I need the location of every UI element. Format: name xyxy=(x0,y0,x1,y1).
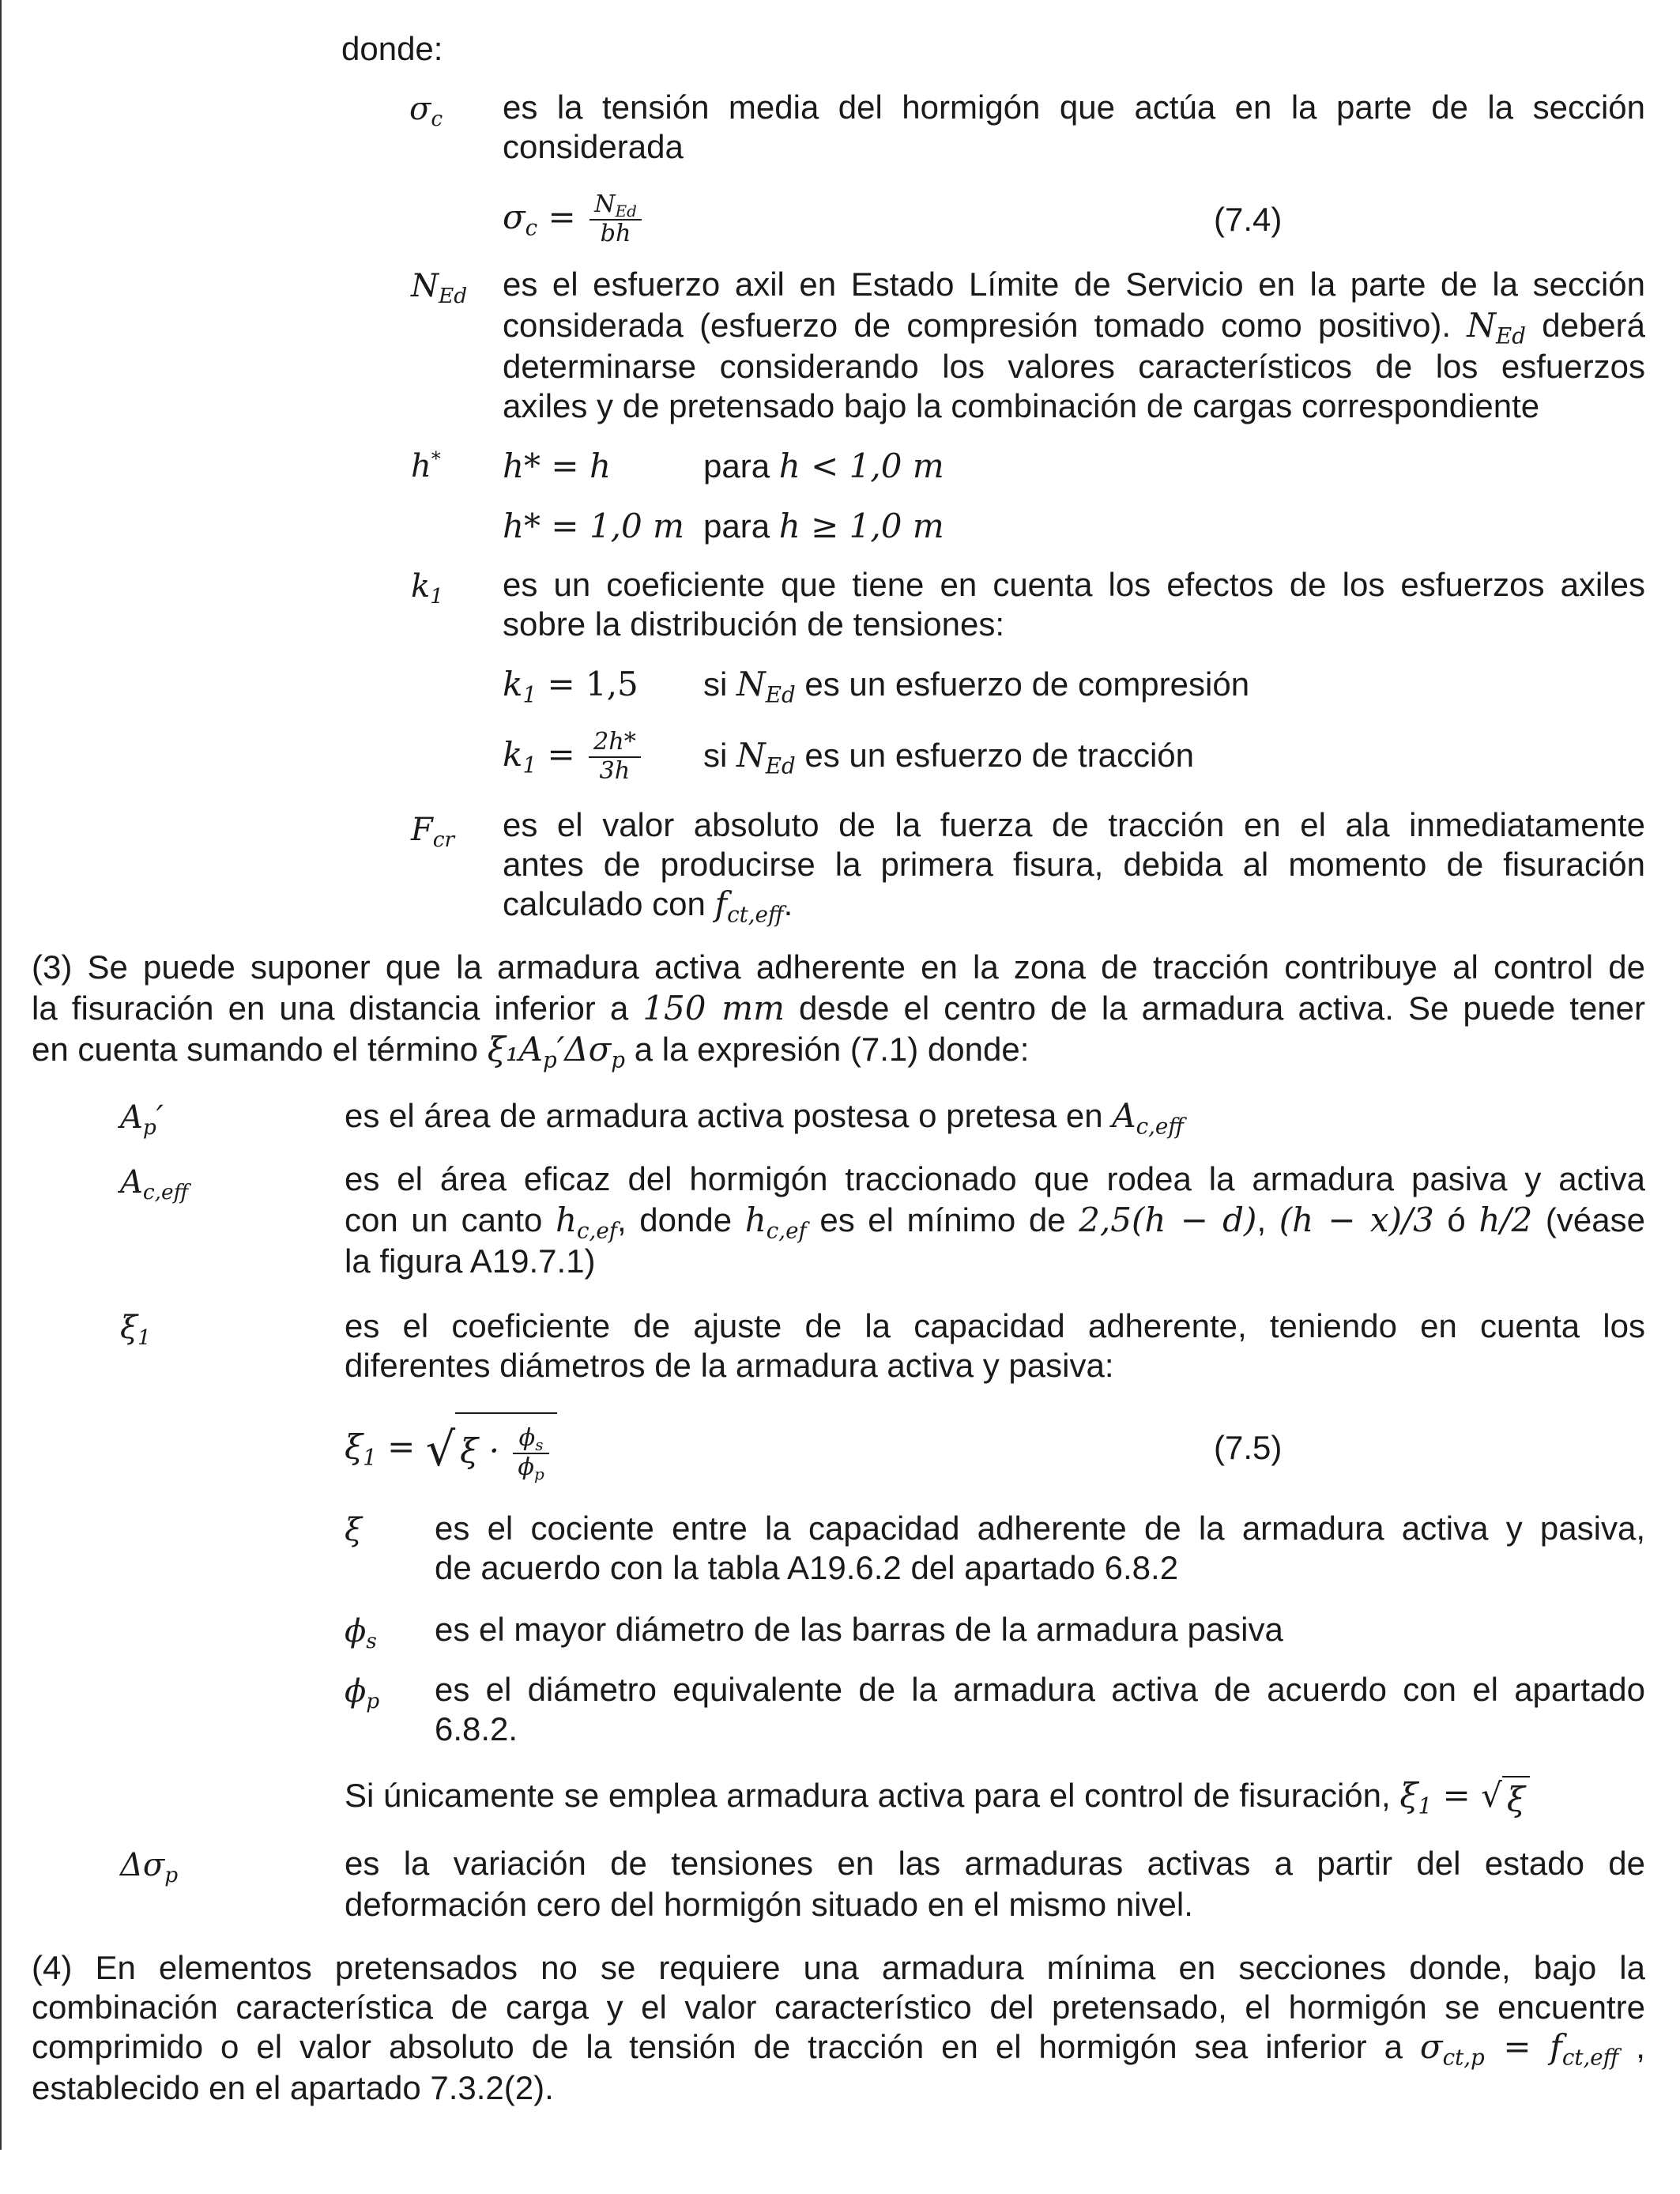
xi-desc-line2: de acuerdo con la tabla A19.6.2 del apartado 6.8.2 xyxy=(435,1549,1179,1586)
k1-desc-line2: sobre la distribución de tensiones: xyxy=(503,605,1005,643)
a-p-desc: es el área de armadura activa postesa o pretesa en $A_{c,eff}$ xyxy=(345,1096,1184,1140)
sigma-c-desc-line1: es la tensión media del hormigón que actúa en la parte de la sección xyxy=(503,89,1645,126)
xi-desc-line1: es el cociente entre la capacidad adherente de la armadura activa y pasiva, xyxy=(435,1510,1645,1547)
delta-sigma-p-symbol: $\Delta\sigma_p$ xyxy=(120,1847,179,1887)
n-ed-desc-line2: considerada (esfuerzo de compresión tomado como positivo). $N_{Ed}$ deberá xyxy=(503,306,1646,349)
equation-7-5: $\xi_1$ = √ ξ · $\frac{\phi_s}{\phi_p}$ xyxy=(345,1412,557,1487)
f-cr-desc-line2: antes de producirse la primera fisura, debida al momento de fisuración xyxy=(503,846,1645,883)
a-c-eff-desc-line1: es el área eficaz del hormigón traccionado que rodea la armadura pasiva y activa xyxy=(345,1160,1645,1197)
f-cr-symbol: $F_{cr}$ xyxy=(411,812,455,852)
xi-symbol: ξ xyxy=(345,1512,363,1548)
h-star-cond-2: para h ≥ 1,0 m xyxy=(703,507,944,545)
delta-sigma-p-desc-line1: es la variación de tensiones en las armaduras activas a partir del estado de xyxy=(345,1845,1645,1882)
xi1-desc-line2: diferentes diámetros de la armadura activa y pasiva: xyxy=(345,1347,1114,1384)
f-cr-desc-line1: es el valor absoluto de la fuerza de tracción en el ala inmediatamente xyxy=(503,806,1645,843)
n-ed-desc-line3: determinarse considerando los valores característicos de los esfuerzos xyxy=(503,348,1645,385)
k1-cond-1: si $N_{Ed}$ es un esfuerzo de compresión xyxy=(703,665,1250,708)
para4-line1: (4) En elementos pretensados no se requiere una armadura mínima en secciones donde, bajo la xyxy=(32,1949,1645,1986)
equation-7-4: $\sigma_c$ = $\frac{N_{Ed}}{bh}$ xyxy=(503,182,645,253)
xi1-desc-line1: es el coeficiente de ajuste de la capacidad adherente, teniendo en cuenta los xyxy=(345,1307,1645,1344)
k1-symbol: $k_1$ xyxy=(411,568,444,609)
k1-cond-2: si $N_{Ed}$ es un esfuerzo de tracción xyxy=(703,736,1195,779)
a-p-prime-symbol: $A_p'$ xyxy=(120,1099,164,1140)
h-star-symbol: h* xyxy=(411,447,441,484)
para4-line3: comprimido o el valor absoluto de la tensión de tracción en el hormigón sea inferior a $\sigma_{ct,p} = f_{ct,eff}$ , xyxy=(32,2027,1645,2071)
sigma-c-symbol: $\sigma_c$ xyxy=(409,91,443,131)
n-ed-desc-line1: es el esfuerzo axil en Estado Límite de Servicio en la parte de la sección xyxy=(503,266,1645,303)
delta-sigma-p-desc-line2: deformación cero del hormigón situado en el mismo nivel. xyxy=(345,1886,1193,1923)
h-star-cond-1: para h < 1,0 m xyxy=(703,447,944,485)
k1-eq-2: $k_1$ = $\frac{2h*}{3h}$ xyxy=(503,719,644,790)
para4-line4: establecido en el apartado 7.3.2(2). xyxy=(32,2069,554,2106)
phi-s-symbol: $\phi_s$ xyxy=(345,1613,377,1653)
a-c-eff-symbol: $A_{c,eff}$ xyxy=(120,1164,189,1204)
equation-number-7-5: (7.5) xyxy=(1214,1429,1283,1466)
a-c-eff-desc-line2: con un canto $h_{c,ef}$, donde $h_{c,ef}$ es el mínimo de 2,5(h − d), (h − x)/3 ó h/2 (véase xyxy=(345,1201,1645,1244)
para3-line3: en cuenta sumando el término $\xi_1A_p'\Delta\sigma_p$ a la expresión (7.1) donde: xyxy=(32,1030,1030,1073)
para3-line1: (3) Se puede suponer que la armadura activa adherente en la zona de tracción contribuye al control de xyxy=(32,948,1645,986)
f-cr-desc-line3: calculado con $f_{ct,eff}$. xyxy=(503,884,793,928)
intro-text: donde: xyxy=(341,30,443,67)
para4-line2: combinación característica de carga y el valor característico del pretensado, el hormigón se encuentre xyxy=(32,1989,1645,2026)
k1-eq-1: $k_1 = 1,5$ xyxy=(503,665,638,708)
phi-p-desc-line2: 6.8.2. xyxy=(435,1710,518,1747)
sigma-c-desc-line2: considerada xyxy=(503,128,684,165)
page-left-border xyxy=(0,0,2,2150)
k1-desc-line1: es un coeficiente que tiene en cuenta los efectos de los esfuerzos axiles xyxy=(503,566,1645,603)
phi-p-desc-line1: es el diámetro equivalente de la armadura activa de acuerdo con el apartado xyxy=(435,1671,1645,1708)
para3-line2: la fisuración en una distancia inferior a 150 mm desde el centro de la armadura activa. Se puede tener xyxy=(32,989,1646,1027)
a-c-eff-desc-line3: la figura A19.7.1) xyxy=(345,1242,596,1280)
equation-number-7-4: (7.4) xyxy=(1214,201,1283,238)
n-ed-desc-line4: axiles y de pretensado bajo la combinación de cargas correspondiente xyxy=(503,387,1540,424)
h-star-eq-2: h* = 1,0 m xyxy=(503,507,684,545)
only-active-note: Si únicamente se emplea armadura activa para el control de fisuración, $\xi_1$ = √ ξ xyxy=(345,1775,1530,1820)
xi1-symbol: $\xi_1$ xyxy=(120,1310,151,1350)
n-ed-symbol: $N_{Ed}$ xyxy=(411,268,468,308)
phi-p-symbol: $\phi_p$ xyxy=(345,1673,380,1713)
phi-s-desc: es el mayor diámetro de las barras de la armadura pasiva xyxy=(435,1611,1283,1648)
h-star-eq-1: h* = h xyxy=(503,447,611,485)
